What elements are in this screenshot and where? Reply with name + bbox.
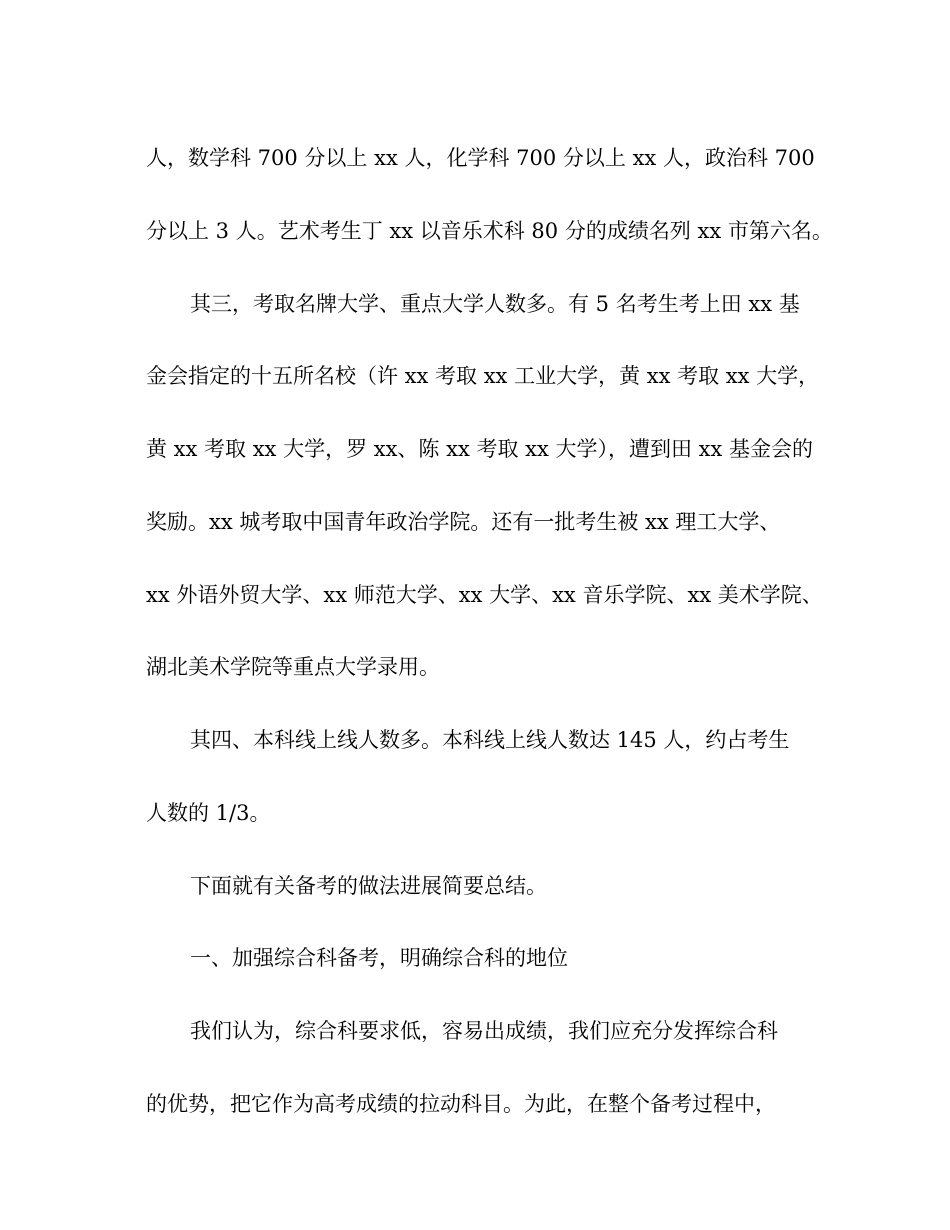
text-line: 我们认为，综合科要求低，容易出成绩，我们应充分发挥综合科 [190, 1019, 778, 1043]
text-line: 湖北美术学院等重点大学录用。 [146, 655, 440, 679]
text-line: 其三，考取名牌大学、重点大学人数多。有 5 名考生考上田 xx 基 [190, 292, 800, 316]
text-line: 人数的 1/3。 [146, 801, 271, 825]
text-line: 的优势，把它作为高考成绩的拉动科目。为此，在整个备考过程中， [146, 1092, 776, 1116]
text-line: xx 外语外贸大学、xx 师范大学、xx 大学、xx 音乐学院、xx 美术学院、 [146, 583, 823, 607]
text-line: 金会指定的十五所名校（许 xx 考取 xx 工业大学，黄 xx 考取 xx 大学， [146, 364, 820, 388]
text-line: 黄 xx 考取 xx 大学，罗 xx、陈 xx 考取 xx 大学），遭到田 xx 基金会的 [146, 437, 814, 461]
text-line: 一、加强综合科备考，明确综合科的地位 [190, 946, 568, 970]
text-line: 其四、本科线上线人数多。本科线上线人数达 145 人，约占考生 [190, 728, 790, 752]
text-line: 分以上 3 人。艺术考生丁 xx 以音乐术科 80 分的成绩名列 xx 市第六名。 [146, 219, 833, 243]
text-line: 人，数学科 700 分以上 xx 人，化学科 700 分以上 xx 人，政治科 700 [146, 146, 815, 170]
text-line: 下面就有关备考的做法进展简要总结。 [190, 874, 547, 898]
text-line: 奖励。xx 城考取中国青年政治学院。还有一批考生被 xx 理工大学、 [146, 510, 781, 534]
